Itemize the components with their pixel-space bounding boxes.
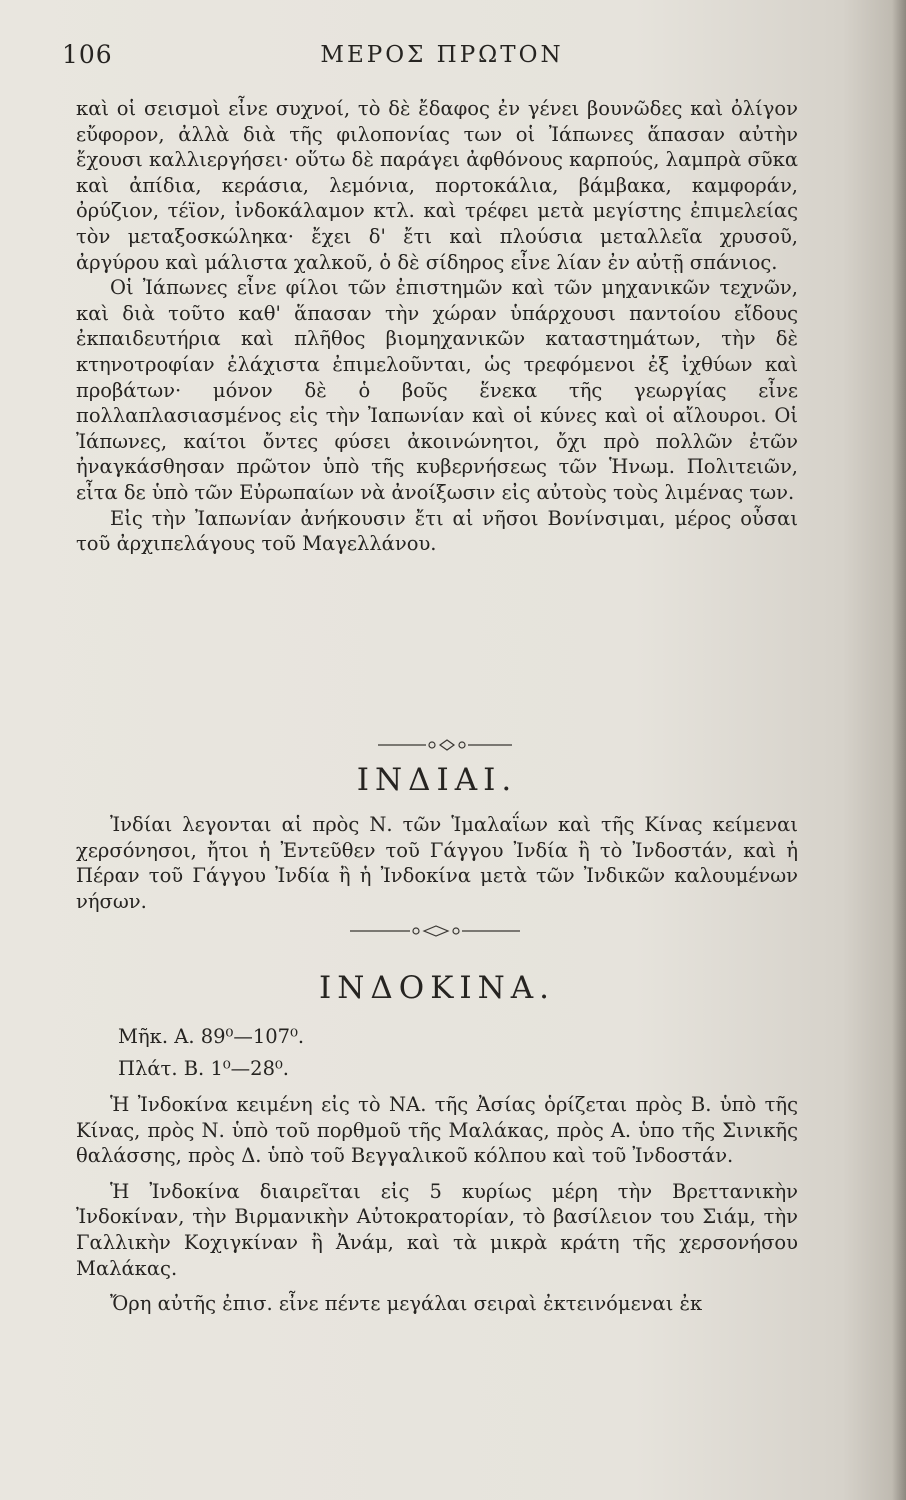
section-title-indochina: ΙΝΔΟΚΙΝΑ. — [319, 970, 555, 1006]
page-binding-shadow — [892, 0, 906, 1500]
running-head: ΜΕΡΟΣ ΠΡΩΤΟΝ — [320, 42, 564, 68]
page-number: 106 — [62, 40, 113, 69]
paragraph-japan-people: Οἱ Ἰάπωνες εἶνε φίλοι τῶν ἐπιστημῶν καὶ τῶν μηχανικῶν τεχνῶν, καὶ διὰ τοῦτο καθ' ἅπασαν τὴν χώραν ὑπάρχουσι παντοίου εἴδους ἐκπαιδευτήρια καὶ πλῆθος βιομηχανικῶν καταστημάτων, τὴν δὲ κτηνοτροφίαν ἐλάχιστα ἐπιμελοῦνται, ὡς τρεφόμενοι ἐξ ἰχθύων καὶ προβάτων· μόνον δὲ ὁ βοῦς ἕνεκα τῆς γεωργίας εἶνε πολλαπλασιασμένος εἰς τὴν Ἰαπωνίαν καὶ οἱ κύνες καὶ οἱ αἴλουροι. Οἱ Ἰάπωνες, καίτοι ὄντες φύσει ἀκοινώνητοι, ὄχι πρὸ πολλῶν ἐτῶν ἠναγκάσθησαν πρῶτον ὑπὸ τῆς κυβερνήσεως τῶν Ἡνωμ. Πολιτειῶν, εἶτα δε ὑπὸ τῶν Εὐρωπαίων νὰ ἀνοίξωσιν εἰς αὐτοὺς τοὺς λιμένας των. — [76, 276, 798, 504]
latitude-line: Πλάτ. Β. 1⁰—28⁰. — [118, 1057, 289, 1080]
paragraph-bonin-islands: Εἰς τὴν Ἰαπωνίαν ἀνήκουσιν ἔτι αἱ νῆσοι Βονίνσιμαι, μέρος οὖσαι τοῦ ἀρχιπελάγους τοῦ Μαγελλάνου. — [76, 506, 798, 556]
paragraph-indochina-mountains: Ὄρη αὐτῆς ἐπισ. εἶνε πέντε μεγάλαι σειραὶ ἐκτεινόμεναι ἐκ — [110, 1292, 703, 1316]
section-title-india: ΙΝΔΙΑΙ. — [356, 762, 518, 798]
longitude-line: Μῆκ. Α. 89⁰—107⁰. — [118, 1025, 305, 1048]
paragraph-indochina-divisions: Ἡ Ἰνδοκίνα διαιρεῖται εἰς 5 κυρίως μέρη τὴν Βρεττανικὴν Ἰνδοκίναν, τὴν Βιρμανικὴν Αὐτοκρατορίαν, τὸ βασίλειον του Σιάμ, τὴν Γαλλικὴν Κοχιγκίναν ἢ Ἀνάμ, καὶ τὰ μικρὰ κράτη τῆς χερσονήσου Μαλάκας. — [76, 1179, 798, 1280]
indochina-text — [76, 1092, 798, 1317]
page-header — [62, 40, 822, 80]
japan-text — [76, 96, 798, 557]
paragraph-japan-soil: καὶ οἱ σεισμοὶ εἶνε συχνοί, τὸ δὲ ἔδαφος ἐν γένει βουνῶδες καὶ ὀλίγον εὔφορον, ἀλλὰ διὰ τῆς φιλοπονίας των οἱ Ἰάπωνες ἅπασαν αὐτὴν ἔχουσι καλλιεργήσει· οὕτω δὲ παράγει ἀφθόνους καρπούς, λαμπρὰ σῦκα καὶ ἀπίδια, κεράσια, λεμόνια, πορτοκάλια, βάμβακα, καμφοράν, ὀρύζιον, τέϊον, ἰνδοκάλαμον κτλ. καὶ τρέφει μετὰ μεγίστης ἐπιμελείας τὸν μεταξοσκώληκα· ἔχει δ' ἔτι καὶ πλούσια μεταλλεῖα χρυσοῦ, ἀργύρου καὶ μάλιστα χαλκοῦ, ὁ δὲ σίδηρος εἶνε λίαν ἐν αὐτῇ σπάνιος. — [76, 97, 798, 274]
paragraph-india: Ἰνδίαι λεγονται αἱ πρὸς Ν. τῶν Ἱμαλαΐων καὶ τῆς Κίνας κείμεναι χερσόνησοι, ἤτοι ἡ Ἐντεῦθεν τοῦ Γάγγου Ἰνδία ἢ τὸ Ἰνδοστάν, καὶ ἡ Πέραν τοῦ Γάγγου Ἰνδία ἢ ἡ Ἰνδοκίνα μετὰ τῶν Ἰνδικῶν καλουμένων νήσων. — [76, 813, 798, 913]
paragraph-indochina-borders: Ἡ Ἰνδοκίνα κειμένη εἰς τὸ ΝΑ. τῆς Ἀσίας ὁρίζεται πρὸς Β. ὑπὸ τῆς Κίνας, πρὸς Ν. ὑπὸ τοῦ πορθμοῦ τῆς Μαλάκας, πρὸς Α. ὑπο τῆς Σινικῆς θαλάσσης, πρὸς Δ. ὑπὸ τοῦ Βεγγαλικοῦ κόλπου καὶ τοῦ Ἰνδοστάν. — [76, 1093, 798, 1168]
india-text — [76, 812, 798, 914]
ornamental-divider-2 — [0, 924, 906, 938]
ornamental-divider-1 — [0, 738, 906, 752]
